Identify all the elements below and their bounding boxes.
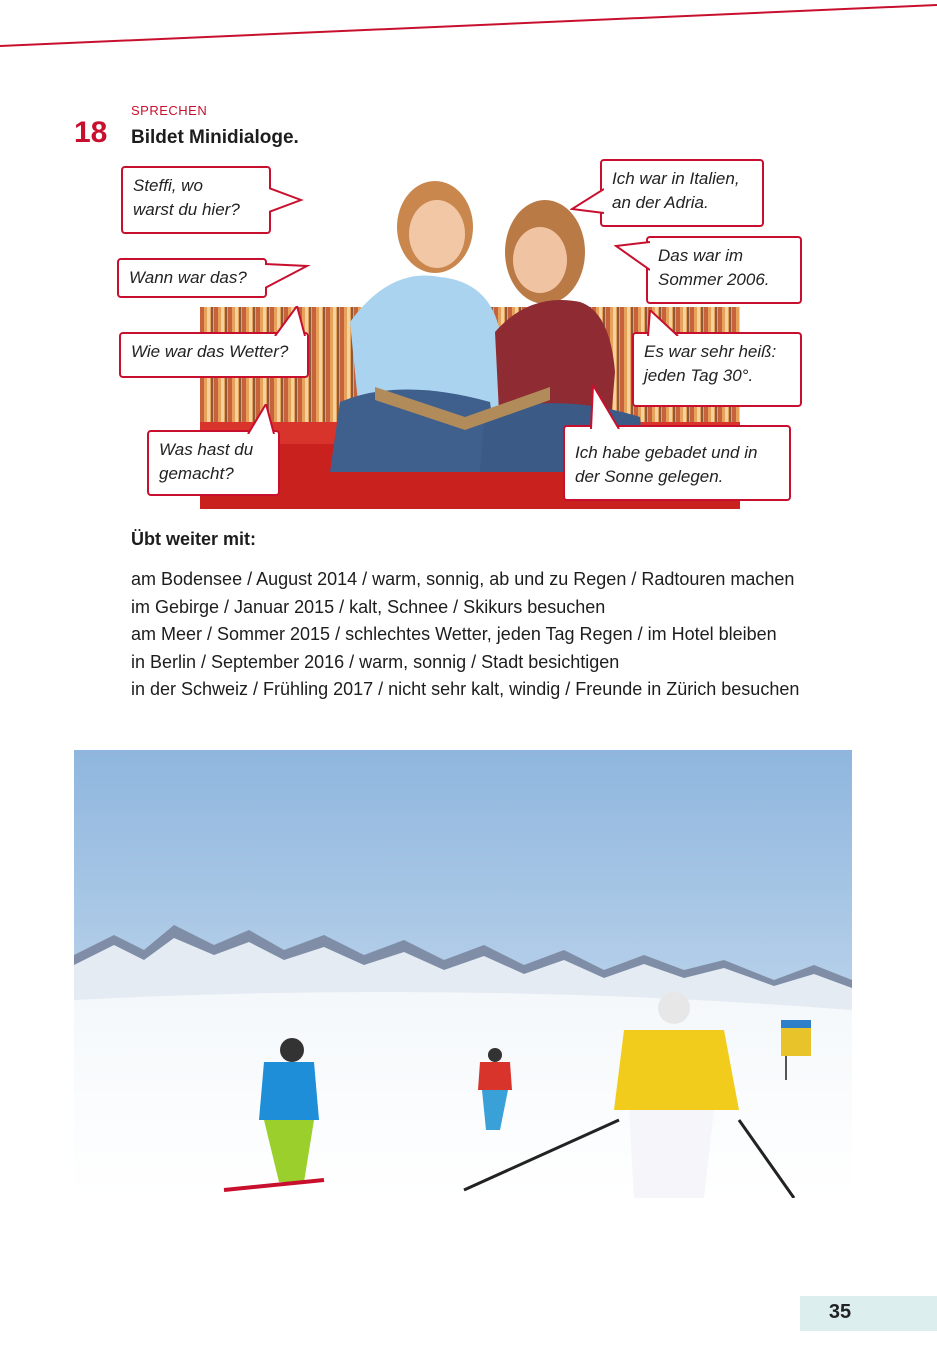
bubble-line: Ich war in Italien, (612, 169, 740, 188)
speech-bubble-question-1 (121, 166, 271, 234)
bubble-line: Ich habe gebadet und in (575, 443, 758, 462)
bubble-line: jeden Tag 30°. (644, 366, 754, 385)
speech-bubble-answer-1 (600, 159, 764, 227)
speech-bubble-question-4 (147, 430, 280, 496)
exercise-title: Bildet Minidialoge. (131, 127, 299, 148)
photo-skiers-in-mountains (74, 750, 852, 1198)
bubble-line: Steffi, wo (133, 176, 203, 195)
exercise-category: SPRECHEN (131, 103, 208, 118)
practice-item: in der Schweiz / Frühling 2017 / nicht sehr kalt, windig / Freunde in Zürich besuchen (131, 679, 800, 700)
practice-item: am Meer / Sommer 2015 / schlechtes Wetter, jeden Tag Regen / im Hotel bleiben (131, 624, 777, 645)
practice-item: im Gebirge / Januar 2015 / kalt, Schnee / Skikurs besuchen (131, 596, 606, 617)
exercise-number: 18 (74, 116, 108, 149)
bubble-line: Sommer 2006. (658, 270, 770, 289)
speech-bubble-question-3 (119, 332, 309, 378)
speech-bubble-question-2 (117, 258, 267, 298)
speech-bubble-answer-4 (563, 425, 791, 501)
bubble-line: Wie war das Wetter? (131, 342, 289, 361)
page-number-tab (800, 1296, 937, 1331)
speech-bubble-answer-3 (632, 332, 802, 407)
bubble-line: Wann war das? (129, 268, 247, 287)
practice-item: am Bodensee / August 2014 / warm, sonnig, ab und zu Regen / Radtouren machen (131, 569, 795, 589)
bubble-line: warst du hier? (133, 200, 240, 219)
practice-heading: Übt weiter mit: (131, 529, 257, 549)
bubble-line: Das war im (658, 246, 744, 265)
speech-bubble-answer-2 (646, 236, 802, 304)
bubble-line: Es war sehr heiß: (644, 342, 777, 361)
bubble-line: Was hast du (159, 440, 254, 459)
practice-list (131, 566, 871, 704)
practice-item: in Berlin / September 2016 / warm, sonnig / Stadt besichtigen (131, 651, 620, 672)
bubble-line: an der Adria. (612, 193, 709, 212)
bubble-line: der Sonne gelegen. (575, 467, 724, 486)
header-rule (0, 0, 937, 60)
page-number: 35 (828, 1301, 852, 1323)
bubble-line: gemacht? (159, 464, 234, 483)
